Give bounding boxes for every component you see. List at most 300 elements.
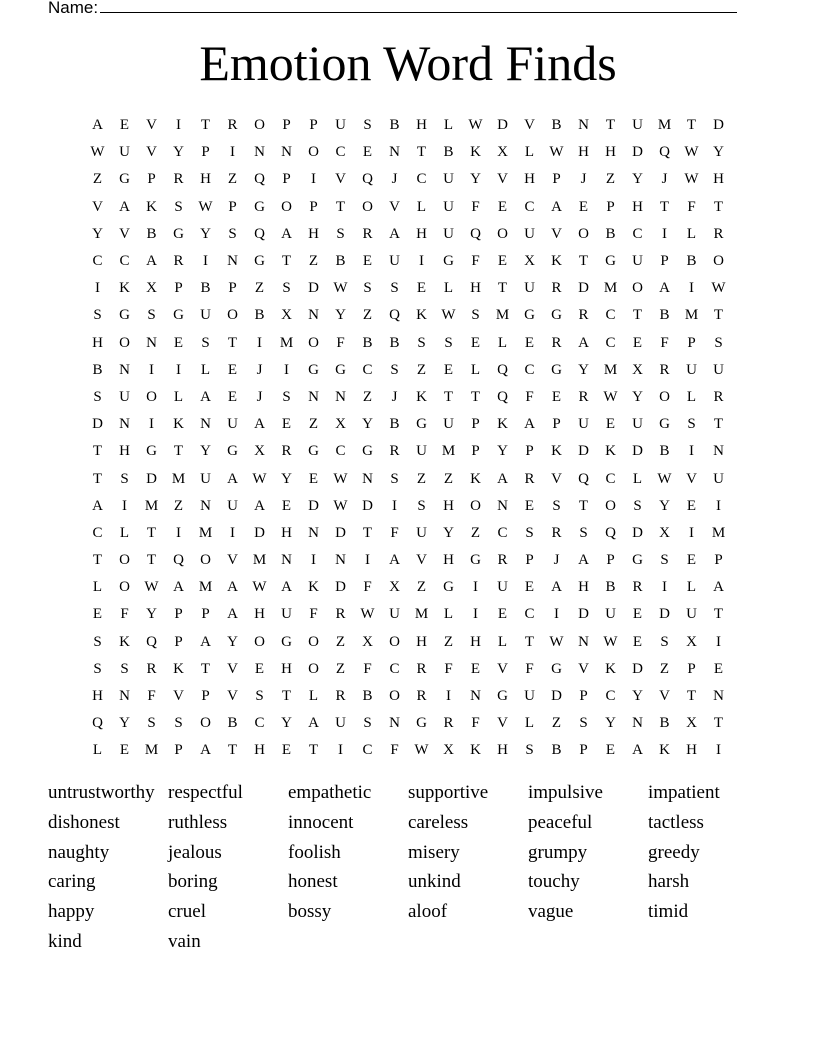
grid-letter: W	[198, 198, 213, 215]
grid-letter: Y	[362, 416, 373, 433]
word-list-item: unkind	[408, 871, 461, 893]
grid-letter: C	[389, 660, 400, 677]
grid-letter: D	[362, 497, 373, 514]
grid-letter: I	[176, 117, 181, 134]
grid-letter: S	[471, 307, 480, 324]
grid-letter: U	[389, 253, 400, 270]
word-list-item: naughty	[48, 841, 110, 863]
grid-letter: G	[362, 443, 373, 460]
grid-letter: F	[336, 334, 345, 351]
grid-letter: B	[389, 117, 400, 134]
grid-letter: F	[444, 660, 453, 677]
word-list-item: greedy	[648, 841, 700, 863]
grid-letter: U	[524, 225, 535, 242]
grid-letter: T	[335, 198, 346, 215]
grid-letter: B	[659, 443, 670, 460]
grid-letter: H	[524, 171, 535, 188]
grid-letter: R	[551, 524, 562, 541]
grid-letter: D	[335, 579, 346, 596]
grid-letter: M	[198, 524, 213, 541]
grid-letter: S	[444, 334, 453, 351]
grid-letter: I	[311, 171, 316, 188]
grid-letter: D	[632, 524, 643, 541]
grid-letter: X	[686, 633, 697, 650]
grid-letter: P	[174, 280, 183, 297]
grid-letter: I	[689, 280, 694, 297]
grid-letter: U	[119, 144, 130, 161]
grid-letter: Y	[146, 606, 157, 623]
grid-letter: B	[659, 307, 670, 324]
grid-letter: Z	[416, 579, 427, 596]
grid-letter: R	[335, 606, 346, 623]
grid-letter: P	[309, 198, 318, 215]
grid-letter: S	[201, 334, 210, 351]
grid-letter: O	[281, 198, 292, 215]
grid-letter: X	[443, 742, 454, 759]
grid-letter: B	[389, 416, 400, 433]
grid-letter: U	[416, 443, 427, 460]
grid-letter: C	[524, 361, 535, 378]
grid-letter: F	[147, 688, 156, 705]
grid-letter: Y	[632, 388, 643, 405]
grid-letter: T	[713, 416, 724, 433]
grid-letter: N	[200, 497, 211, 514]
grid-letter: V	[686, 470, 697, 487]
grid-letter: V	[227, 552, 238, 569]
grid-letter: A	[200, 633, 211, 650]
grid-letter: I	[662, 225, 667, 242]
grid-letter: N	[497, 497, 508, 514]
grid-letter: V	[389, 198, 400, 215]
grid-letter: W	[441, 307, 456, 324]
grid-letter: Z	[173, 497, 184, 514]
grid-letter: I	[716, 742, 721, 759]
grid-letter: C	[362, 361, 373, 378]
grid-letter: I	[365, 552, 370, 569]
word-list-item: impulsive	[528, 782, 603, 803]
grid-letter: E	[497, 253, 508, 270]
grid-letter: W	[603, 388, 618, 405]
grid-letter: R	[227, 117, 238, 134]
grid-letter: Z	[308, 416, 319, 433]
grid-letter: M	[603, 280, 618, 297]
grid-letter: H	[119, 443, 130, 460]
grid-letter: R	[632, 579, 643, 596]
grid-letter: Y	[335, 307, 346, 324]
grid-letter: D	[254, 524, 265, 541]
grid-letter: J	[661, 171, 668, 188]
grid-letter: C	[335, 144, 346, 161]
grid-letter: A	[173, 579, 184, 596]
grid-letter: O	[659, 388, 670, 405]
grid-letter: I	[554, 606, 559, 623]
grid-letter: S	[525, 742, 534, 759]
grid-letter: A	[227, 470, 238, 487]
grid-letter: T	[200, 660, 211, 677]
name-underline[interactable]	[100, 0, 737, 13]
grid-letter: O	[362, 198, 373, 215]
word-list-item: vain	[168, 930, 201, 952]
word-list-item: misery	[408, 841, 460, 863]
grid-letter: B	[605, 579, 616, 596]
grid-letter: H	[497, 742, 508, 759]
grid-letter: M	[441, 443, 456, 460]
grid-letter: E	[497, 198, 508, 215]
grid-letter: C	[92, 524, 103, 541]
grid-letter: K	[173, 660, 184, 677]
grid-letter: R	[389, 443, 400, 460]
grid-letter: K	[146, 198, 157, 215]
grid-letter: B	[92, 361, 103, 378]
grid-letter: S	[174, 198, 183, 215]
grid-letter: A	[578, 334, 589, 351]
grid-letter: X	[632, 361, 643, 378]
grid-letter: L	[119, 524, 130, 541]
grid-letter: A	[227, 606, 238, 623]
grid-letter: I	[419, 253, 424, 270]
grid-letter: U	[119, 388, 130, 405]
grid-letter: N	[389, 715, 400, 732]
grid-letter: Z	[335, 633, 346, 650]
grid-letter: K	[470, 144, 481, 161]
grid-letter: N	[281, 144, 292, 161]
word-list-item: jealous	[168, 841, 222, 863]
grid-letter: W	[252, 470, 267, 487]
grid-letter: H	[416, 117, 427, 134]
grid-letter: J	[256, 388, 263, 405]
grid-letter: V	[524, 117, 535, 134]
grid-letter: T	[227, 742, 238, 759]
word-list-item: timid	[648, 901, 689, 923]
grid-letter: Z	[416, 361, 427, 378]
grid-letter: Y	[659, 497, 670, 514]
grid-letter: T	[92, 552, 103, 569]
grid-letter: X	[281, 307, 292, 324]
grid-letter: I	[473, 579, 478, 596]
grid-letter: E	[632, 334, 643, 351]
grid-letter: S	[390, 361, 399, 378]
grid-letter: U	[686, 606, 697, 623]
grid-letter: E	[443, 361, 454, 378]
grid-letter: I	[257, 334, 262, 351]
grid-letter: S	[93, 660, 102, 677]
grid-letter: T	[92, 470, 103, 487]
grid-letter: B	[227, 715, 238, 732]
grid-letter: E	[686, 497, 697, 514]
grid-letter: Q	[254, 171, 265, 188]
grid-letter: V	[92, 198, 103, 215]
grid-letter: Q	[659, 144, 670, 161]
grid-letter: W	[333, 280, 348, 297]
grid-letter: G	[119, 307, 130, 324]
grid-letter: I	[230, 144, 235, 161]
grid-letter: J	[391, 388, 398, 405]
grid-letter: Z	[308, 253, 319, 270]
grid-letter: Q	[497, 361, 508, 378]
word-list-item: touchy	[528, 871, 580, 893]
grid-letter: U	[416, 524, 427, 541]
grid-letter: A	[578, 552, 589, 569]
grid-letter: W	[90, 144, 105, 161]
grid-letter: E	[416, 280, 427, 297]
grid-letter: I	[149, 416, 154, 433]
grid-letter: A	[281, 225, 292, 242]
grid-letter: T	[173, 443, 184, 460]
grid-letter: N	[335, 388, 346, 405]
grid-letter: S	[120, 470, 129, 487]
grid-letter: V	[173, 688, 184, 705]
grid-letter: I	[95, 280, 100, 297]
grid-letter: S	[417, 334, 426, 351]
grid-letter: U	[443, 416, 454, 433]
grid-letter: Z	[416, 470, 427, 487]
grid-letter: U	[443, 225, 454, 242]
grid-letter: O	[578, 225, 589, 242]
grid-letter: T	[713, 307, 724, 324]
grid-letter: U	[578, 416, 589, 433]
grid-letter: H	[416, 225, 427, 242]
grid-letter: R	[524, 470, 535, 487]
word-list-item: supportive	[408, 782, 489, 803]
grid-letter: G	[659, 416, 670, 433]
grid-letter: W	[333, 470, 348, 487]
grid-letter: D	[497, 117, 508, 134]
grid-letter: W	[468, 117, 483, 134]
grid-letter: R	[578, 388, 589, 405]
grid-letter: Y	[470, 171, 481, 188]
grid-letter: B	[551, 742, 562, 759]
grid-letter: H	[416, 633, 427, 650]
word-list-item: empathetic	[288, 782, 372, 803]
grid-letter: A	[524, 416, 535, 433]
grid-letter: O	[119, 552, 130, 569]
grid-letter: T	[686, 688, 697, 705]
name-field[interactable]	[48, 0, 748, 19]
grid-letter: W	[684, 171, 699, 188]
grid-letter: D	[578, 443, 589, 460]
grid-letter: E	[524, 579, 535, 596]
grid-letter: L	[632, 470, 643, 487]
grid-letter: G	[551, 307, 562, 324]
grid-letter: Y	[281, 470, 292, 487]
grid-letter: A	[389, 225, 400, 242]
grid-letter: E	[524, 497, 535, 514]
grid-letter: S	[93, 633, 102, 650]
grid-letter: A	[551, 198, 562, 215]
grid-letter: G	[632, 552, 643, 569]
grid-letter: R	[713, 388, 724, 405]
grid-letter: N	[578, 633, 589, 650]
grid-letter: O	[119, 579, 130, 596]
grid-letter: S	[714, 334, 723, 351]
grid-letter: H	[308, 225, 319, 242]
grid-letter: U	[443, 198, 454, 215]
grid-letter: D	[308, 280, 319, 297]
grid-letter: P	[174, 606, 183, 623]
grid-letter: U	[281, 606, 292, 623]
word-list-item: ruthless	[168, 811, 228, 833]
grid-letter: F	[525, 660, 534, 677]
grid-letter: T	[578, 253, 589, 270]
grid-letter: K	[497, 416, 508, 433]
grid-letter: F	[363, 579, 372, 596]
grid-letter: W	[684, 144, 699, 161]
grid-letter: Y	[443, 524, 454, 541]
grid-letter: U	[200, 470, 211, 487]
grid-letter: K	[416, 307, 427, 324]
word-list-item: boring	[168, 871, 218, 893]
grid-letter: L	[443, 280, 454, 297]
grid-letter: S	[390, 470, 399, 487]
grid-letter: A	[254, 497, 265, 514]
grid-letter: Y	[200, 225, 211, 242]
grid-letter: B	[362, 688, 373, 705]
grid-letter: A	[632, 742, 643, 759]
grid-letter: S	[282, 388, 291, 405]
grid-letter: A	[200, 388, 211, 405]
grid-letter: G	[470, 552, 481, 569]
grid-letter: Q	[146, 633, 157, 650]
grid-letter: A	[92, 117, 103, 134]
grid-letter: N	[227, 253, 238, 270]
grid-letter: U	[335, 715, 346, 732]
grid-letter: I	[122, 497, 127, 514]
grid-letter: G	[551, 660, 562, 677]
grid-letter: Q	[578, 470, 589, 487]
grid-letter: X	[389, 579, 400, 596]
word-list	[48, 778, 768, 957]
grid-letter: V	[416, 552, 427, 569]
grid-letter: K	[605, 660, 616, 677]
grid-letter: W	[603, 633, 618, 650]
grid-letter: O	[632, 280, 643, 297]
grid-letter: L	[686, 225, 697, 242]
grid-letter: K	[308, 579, 319, 596]
grid-letter: O	[254, 633, 265, 650]
grid-letter: O	[308, 633, 319, 650]
grid-letter: V	[497, 715, 508, 732]
grid-letter: K	[470, 470, 481, 487]
grid-letter: I	[473, 606, 478, 623]
word-list-item: bossy	[288, 901, 332, 923]
word-list-item: vague	[528, 901, 574, 923]
grid-letter: S	[390, 280, 399, 297]
word-list-item: careless	[408, 811, 469, 833]
grid-letter: S	[255, 688, 264, 705]
grid-letter: N	[200, 416, 211, 433]
grid-letter: E	[281, 497, 292, 514]
grid-letter: L	[92, 579, 103, 596]
grid-letter: H	[470, 280, 481, 297]
grid-letter: Z	[443, 633, 454, 650]
grid-letter: A	[254, 416, 265, 433]
grid-letter: G	[416, 715, 427, 732]
grid-letter: G	[254, 198, 265, 215]
grid-letter: U	[713, 361, 724, 378]
grid-letter: E	[632, 606, 643, 623]
grid-letter: I	[311, 552, 316, 569]
grid-letter: S	[660, 552, 669, 569]
grid-letter: F	[687, 198, 696, 215]
grid-letter: S	[147, 307, 156, 324]
grid-letter: C	[632, 225, 643, 242]
grid-letter: B	[443, 144, 454, 161]
grid-letter: N	[713, 688, 724, 705]
grid-letter: B	[686, 253, 697, 270]
word-list-item: innocent	[288, 811, 354, 833]
grid-letter: V	[551, 470, 562, 487]
grid-letter: Y	[605, 715, 616, 732]
grid-letter: P	[687, 334, 696, 351]
grid-letter: H	[470, 633, 481, 650]
grid-letter: S	[336, 225, 345, 242]
grid-letter: N	[362, 470, 373, 487]
grid-letter: A	[119, 198, 130, 215]
grid-letter: M	[684, 307, 699, 324]
grid-letter: L	[443, 117, 454, 134]
word-list-item: grumpy	[528, 841, 588, 863]
grid-letter: Z	[659, 660, 670, 677]
grid-letter: L	[497, 334, 508, 351]
grid-letter: X	[146, 280, 157, 297]
grid-letter: C	[335, 443, 346, 460]
grid-letter: R	[146, 660, 157, 677]
grid-letter: S	[687, 416, 696, 433]
grid-letter: E	[92, 606, 103, 623]
grid-letter: E	[605, 416, 616, 433]
grid-letter: S	[120, 660, 129, 677]
grid-letter: T	[362, 524, 373, 541]
grid-letter: J	[580, 171, 587, 188]
grid-letter: C	[92, 253, 103, 270]
grid-letter: N	[389, 144, 400, 161]
name-label: Name:	[48, 0, 99, 17]
grid-letter: H	[200, 171, 211, 188]
grid-letter: Z	[335, 660, 346, 677]
grid-letter: T	[227, 334, 238, 351]
grid-letter: H	[281, 524, 292, 541]
grid-letter: P	[282, 117, 291, 134]
grid-letter: F	[363, 660, 372, 677]
grid-letter: K	[659, 742, 670, 759]
grid-letter: E	[470, 660, 481, 677]
grid-letter: O	[227, 307, 238, 324]
grid-letter: A	[308, 715, 319, 732]
grid-letter: H	[632, 198, 643, 215]
grid-letter: D	[632, 144, 643, 161]
grid-letter: O	[146, 388, 157, 405]
grid-letter: G	[416, 416, 427, 433]
grid-letter: J	[553, 552, 560, 569]
grid-letter: I	[716, 633, 721, 650]
grid-letter: W	[360, 606, 375, 623]
grid-letter: E	[173, 334, 184, 351]
grid-letter: T	[524, 633, 535, 650]
grid-letter: U	[524, 280, 535, 297]
grid-letter: T	[416, 144, 427, 161]
grid-letter: U	[443, 171, 454, 188]
grid-letter: V	[659, 688, 670, 705]
grid-letter: Y	[173, 144, 184, 161]
grid-letter: E	[119, 742, 130, 759]
grid-letter: F	[471, 253, 480, 270]
word-list-item: honest	[288, 871, 338, 893]
grid-letter: H	[605, 144, 616, 161]
grid-letter: T	[605, 117, 616, 134]
grid-letter: T	[146, 524, 157, 541]
grid-letter: O	[200, 715, 211, 732]
grid-letter: K	[605, 443, 616, 460]
